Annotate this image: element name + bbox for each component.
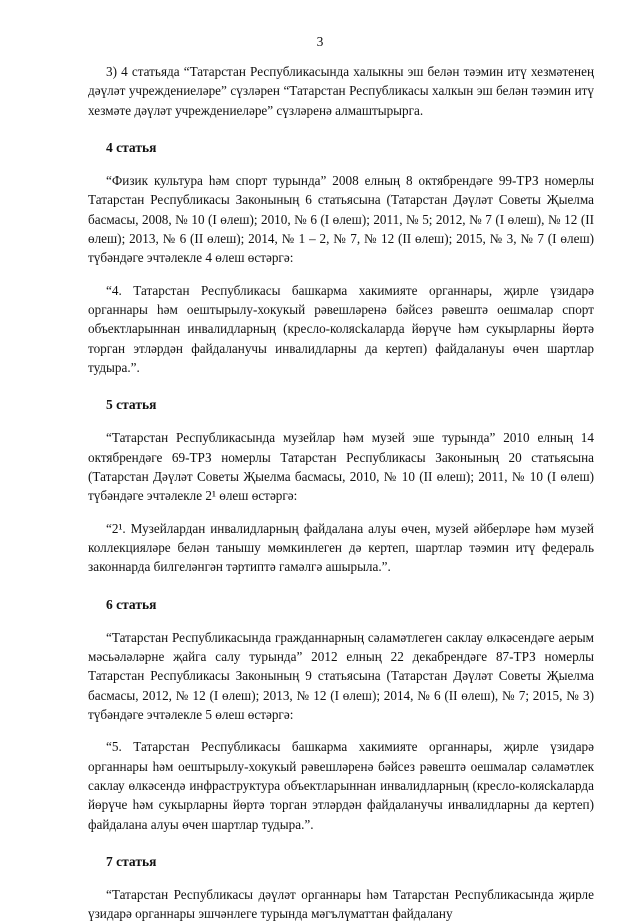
heading-article-5: 5 статья — [106, 397, 157, 413]
paragraph-article-5-text: “2¹. Музейлардан инвалидларның файдалана алуы өчен, музей әйберләре һәм музей коллекцияләре белән танышу мөмкинлеген дә кертеп, шартлар тәэмин итү федераль законнарда билгеләнгән тәртиптә гамәлгә ашырыла.”. — [88, 520, 594, 575]
document-body — [88, 62, 594, 924]
paragraph-article-6-text: “5. Татарстан Республикасы башкарма хакимияте органнары, җирле үзидарә органнары һәм оештырылу-хокукый рәвешләренә бәйсез рәвештә оешмалар сәламәтлек саклау өлкәсендә инфраструктура объектларыннан инвалидларның (кресло-колясkaларда йөрүче һәм сукырларны йөртә торган этләрдән файдаланучы инвалидларны да кертеп) файдалана алуы өчен шартлар тудыра.”. — [88, 739, 594, 832]
heading-article-7: 7 статья — [106, 853, 157, 869]
page-number: 3 — [316, 34, 324, 49]
paragraph-article-4-text: “4. Татарстан Республикасы башкарма хакимияте органнары, җирле үзидарә органнары һәм оештырылу-хокукый рәвешләренә бәйсез рәвештә оешмалар спорт объектларыннан инвалидларның (кресло-колясkaларда йөрүче һәм сукырларны йөртә торган этләрдән файдаланучы инвалидларны да кертеп) файдалануы өчен шартлар тудыра.”. — [88, 282, 594, 375]
paragraph-article-7-intro: “Татарстан Республикасы дәүләт органнары һәм Татарстан Республикасында җирле үзидарә органнары эшчәнлеге турында мәгълүматтан файдалану — [88, 887, 594, 922]
paragraph-article-6-intro: “Татарстан Республикасында гражданнарның сәламәтлеген саклау өлкәсендәге аерым мәсьәләләрне җайга салу турында” 2012 елның 22 декабрендәге 87-ТРЗ номерлы Татарстан Республикасы Законының 9 статьясына (Татарстан Дәүләт Советы Җыелма басмасы, 2012, № 12 (I өлеш); 2013, № 12 (I өлеш); 2014, № 6 (II өлеш), № 7; 2015, № 3) түбәндәге эчтәлекле 5 өлеш өстәргә: — [88, 629, 594, 723]
paragraph-article-4-intro: “Физик культура һәм спорт турында” 2008 елның 8 октябрендәге 99-ТРЗ номерлы Татарстан Республикасы Законының 6 статьясына (Татарстан Дәүләт Советы Җыелма басмасы, 2008, № 10 (I өлеш); 2010, № 6 (I өлеш); 2011, № 5; 2012, № 7 (I өлеш), № 12 (II өлеш); 2013, № 6 (II өлеш); 2014, № 1 – 2, № 7, № 12 (II өлеш); 2015, № 3, № 7 (I өлеш) түбәндәге эчтәлекле 4 өлеш өстәргә: — [88, 173, 594, 266]
heading-article-4: 4 статья — [106, 139, 157, 155]
heading-article-6: 6 статья — [106, 596, 157, 612]
paragraph-amendment-3: 3) 4 статьяда “Татарстан Республикасында халыкны эш белән тәэмин итү хезмәтенең дәүләт учреждениеләре” сүзләрен “Татарстан Республикасы халкын эш белән тәэмин итү хезмәте дәүләт учреждениеләре” сүзләренә алмаштырырга. — [88, 64, 594, 118]
paragraph-article-5-intro: “Татарстан Республикасында музейлар һәм музей эше турында” 2010 елның 14 октябрендәге 69-ТРЗ номерлы Татарстан Республикасы Законының 20 статьясына (Татарстан Дәүләт Советы Җыелма басмасы, 2010, № 10 (II өлеш); 2011, № 10 (I өлеш) түбәндәге эчтәлекле 2¹ өлеш өстәргә: — [88, 430, 594, 504]
